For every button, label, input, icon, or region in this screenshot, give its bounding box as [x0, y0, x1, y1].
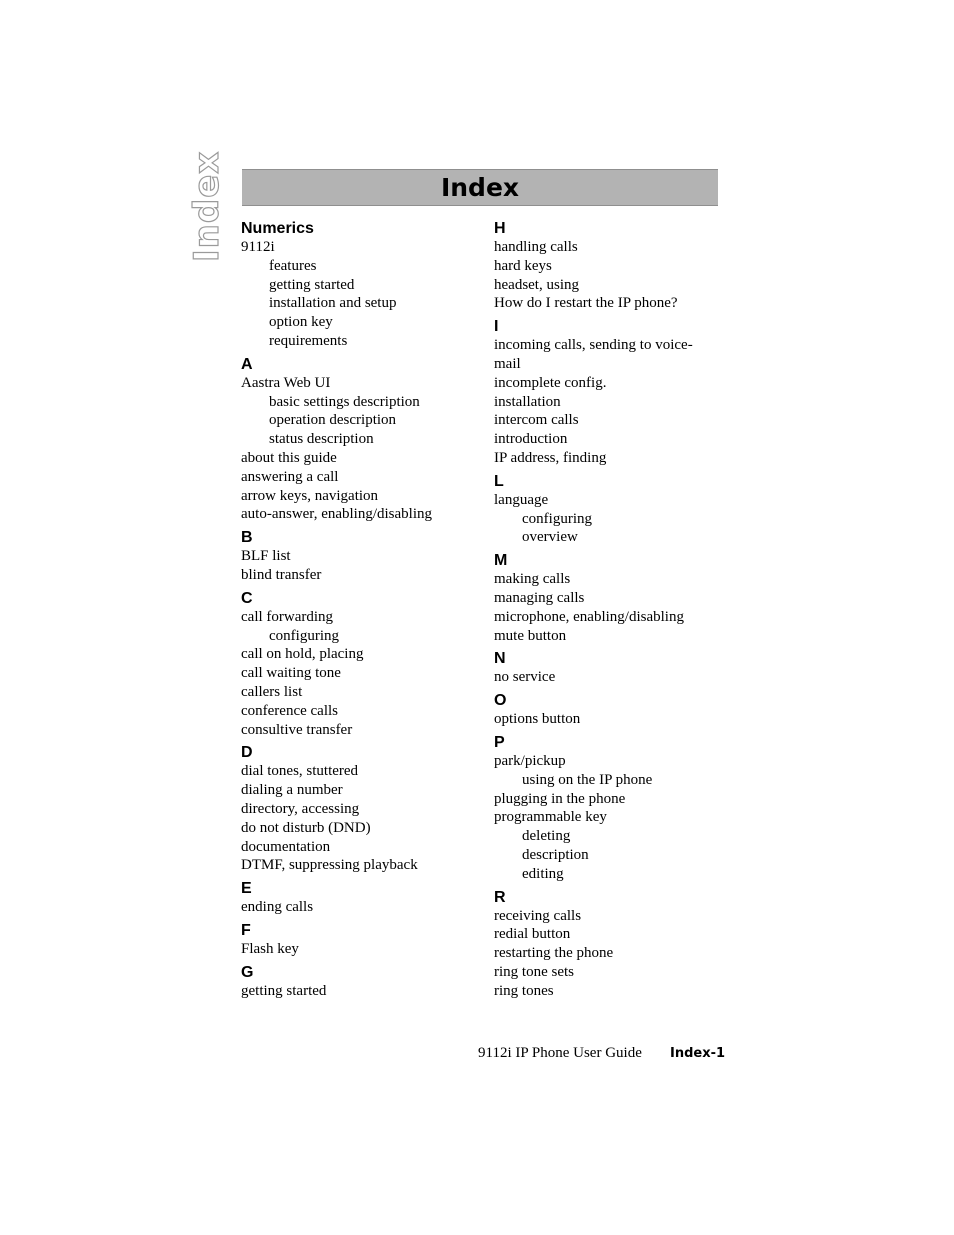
index-section [494, 649, 734, 687]
index-section [494, 472, 734, 547]
section-heading: M [494, 552, 508, 570]
index-entry: managing calls [494, 589, 585, 606]
index-section [494, 691, 734, 729]
section-heading: A [241, 355, 253, 373]
index-entry: directory, accessing [241, 800, 360, 817]
section-heading: C [241, 589, 253, 607]
index-section [241, 219, 481, 351]
index-entry: callers list [241, 683, 303, 700]
index-section [241, 743, 481, 875]
index-section [494, 219, 734, 313]
index-section [241, 963, 481, 1001]
section-heading: G [241, 963, 254, 981]
index-entry: auto-answer, enabling/disabling [241, 506, 433, 523]
section-heading: Numerics [241, 220, 314, 237]
index-entry: mute button [494, 627, 567, 644]
index-entry: headset, using [494, 276, 579, 293]
page-title-banner [242, 169, 718, 206]
page-title: Index [440, 173, 520, 202]
section-heading: P [494, 733, 505, 751]
section-heading: H [494, 220, 506, 237]
index-entry: BLF list [241, 548, 291, 565]
index-entry: 9112i [241, 239, 275, 255]
index-entry: dial tones, stuttered [241, 763, 359, 780]
index-section [241, 589, 481, 740]
index-entry: microphone, enabling/disabling [494, 608, 684, 625]
index-subentry: status description [269, 431, 374, 448]
index-entry: call waiting tone [241, 665, 341, 682]
index-section [494, 733, 734, 884]
index-entry: dialing a number [241, 782, 343, 799]
index-column-left [241, 219, 481, 1001]
index-entry: ring tone sets [494, 963, 574, 980]
footer-guide-title: 9112i IP Phone User Guide [478, 1045, 642, 1061]
index-entry: redial button [494, 926, 571, 943]
index-subentry: configuring [269, 627, 339, 644]
index-entry: Flash key [241, 940, 299, 957]
index-subentry: requirements [269, 332, 348, 349]
index-subentry: installation and setup [269, 295, 397, 312]
index-section [241, 879, 481, 917]
index-entry: answering a call [241, 468, 339, 485]
index-entry: DTMF, suppressing playback [241, 857, 418, 874]
index-entry: conference calls [241, 702, 339, 719]
section-heading: E [241, 880, 252, 898]
index-subentry: getting started [269, 276, 355, 293]
index-subentry: deleting [522, 828, 571, 845]
index-entry: blind transfer [241, 566, 322, 583]
side-tab-label: Index [187, 150, 227, 262]
index-subentry: using on the IP phone [522, 771, 653, 788]
index-entry: introduction [494, 431, 568, 448]
section-heading: D [241, 744, 253, 762]
index-entry: call forwarding [241, 608, 334, 625]
index-subentry: option key [269, 314, 333, 331]
index-entry: IP address, finding [494, 449, 607, 466]
index-entry: programmable key [494, 809, 607, 826]
index-section [494, 551, 734, 645]
section-heading: O [494, 692, 507, 710]
index-section [241, 355, 481, 524]
index-subentry: overview [522, 529, 578, 546]
index-entry: plugging in the phone [494, 790, 626, 807]
section-heading: I [494, 318, 499, 336]
index-entry: documentation [241, 838, 331, 855]
index-entry: Aastra Web UI [241, 374, 331, 391]
index-column-right [494, 219, 734, 1001]
index-section [494, 888, 734, 1001]
index-entry: no service [494, 669, 556, 686]
index-subentry: features [269, 257, 317, 274]
index-entry: arrow keys, navigation [241, 487, 379, 504]
index-entry: ring tones [494, 982, 554, 999]
index-entry: call on hold, placing [241, 646, 364, 663]
footer-page-number: Index-1 [670, 1046, 726, 1061]
index-entry: intercom calls [494, 412, 579, 429]
index-entry: options button [494, 711, 581, 728]
index-entry: incomplete config. [494, 374, 607, 391]
index-entry: ending calls [241, 899, 314, 916]
index-subentry: operation description [269, 412, 397, 429]
section-heading: F [241, 921, 251, 939]
index-entry: getting started [241, 982, 327, 999]
section-heading: N [494, 650, 506, 668]
index-subentry: description [522, 846, 589, 863]
index-subentry: basic settings description [269, 393, 420, 410]
index-entry: about this guide [241, 449, 337, 466]
index-entry: hard keys [494, 257, 552, 274]
section-heading: R [494, 888, 506, 906]
index-entry: making calls [494, 571, 571, 588]
index-entry: consultive transfer [241, 721, 353, 738]
section-heading: L [494, 472, 504, 490]
index-subentry: configuring [522, 510, 592, 527]
index-subentry: editing [522, 865, 564, 882]
index-section [241, 528, 481, 585]
index-entry: language [494, 491, 549, 508]
index-entry: restarting the phone [494, 945, 614, 962]
index-entry: park/pickup [494, 752, 566, 769]
section-heading: B [241, 529, 253, 547]
index-entry: do not disturb (DND) [241, 819, 371, 836]
index-section [494, 317, 734, 468]
index-section [241, 921, 481, 959]
index-entry: receiving calls [494, 907, 582, 924]
index-entry: incoming calls, sending to voice-mail [494, 337, 693, 372]
index-entry: How do I restart the IP phone? [494, 295, 678, 312]
index-entry: handling calls [494, 239, 578, 255]
index-entry: installation [494, 393, 561, 410]
